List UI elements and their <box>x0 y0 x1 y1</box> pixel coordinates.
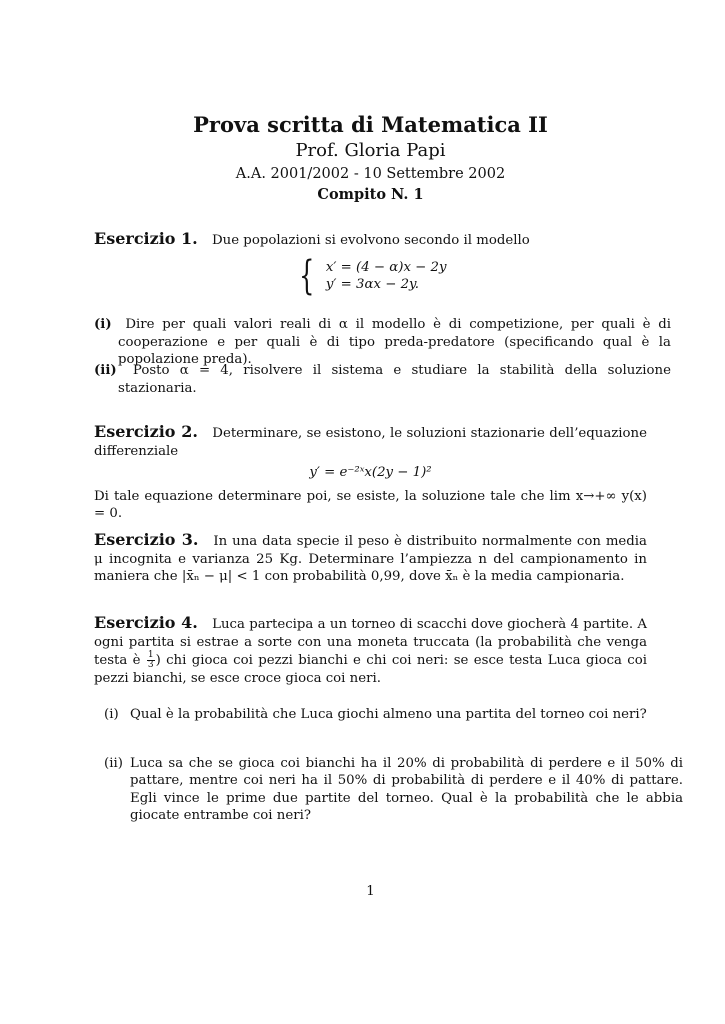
exercise-3-title: Esercizio 3. <box>94 530 199 549</box>
page-number: 1 <box>366 884 375 899</box>
part-ii-label: (ii) <box>94 363 117 378</box>
exam-title: Prova scritta di Matematica II <box>193 112 548 137</box>
exercise-1-title: Esercizio 1. <box>94 229 198 248</box>
exercise-4-text-a: Luca partecipa a un torneo di scacchi dove giocherà 4 partite. A ogni partita si estrae a sorte con una moneta truccata (la probabilità che venga testa è <box>94 617 647 668</box>
ex4-part-ii-text: Luca sa che se gioca coi bianchi ha il 20% di probabilità di perdere e il 50% di pattare, mentre coi neri ha il 50% di probabilità di perdere e il 40% di pattare. Egli vince le prime due partite del torneo. Qual è la probabilità che le abbia giocate entrambe coi neri? <box>130 755 683 823</box>
part-i-label: (i) <box>94 317 112 332</box>
exercise-2-title: Esercizio 2. <box>94 422 198 441</box>
exercise-4-part-ii <box>94 755 683 825</box>
part-ii-text: Posto α = 4, risolvere il sistema e studiare la stabilità della soluzione stazionaria. <box>118 363 671 396</box>
exercise-1-intro: Due popolazioni si evolvono secondo il modello <box>211 233 530 248</box>
academic-year-date: A.A. 2001/2002 - 10 Settembre 2002 <box>235 166 506 182</box>
compito-number: Compito N. 1 <box>317 186 424 203</box>
exercise-4-title: Esercizio 4. <box>94 613 198 632</box>
exercise-2 <box>94 423 647 523</box>
exercise-1 <box>94 229 647 299</box>
system-equation-1: x′ = (4 − α)x − 2y <box>325 259 447 275</box>
exercise-2-outro: Di tale equazione determinare poi, se esiste, la soluzione tale che lim x→+∞ y(x) = 0. <box>94 488 647 521</box>
part-i-text: Dire per quali valori reali di α il modello è di competizione, per quali è di cooperazione e per quali è di tipo preda-predatore (specificando qual è la popolazione preda). <box>118 317 672 367</box>
exercise-1-part-ii <box>94 362 671 397</box>
ex4-part-i-label: (i) <box>104 707 119 722</box>
exercise-3-text: In una data specie il peso è distribuito normalmente con media μ incognita e varianza 25 Kg. Determinare l’ampiezza n del campionamento in maniera che |x̄ₙ − μ| < 1 con probabilità 0,99, dove x̄ₙ è la media campionaria. <box>94 534 647 584</box>
ex4-part-ii-label: (ii) <box>104 755 123 771</box>
fraction-one-third: $\frac{1}{3}$ <box>147 650 154 670</box>
exercise-2-equation: y′ = e⁻²ˣx(2y − 1)² <box>309 465 432 480</box>
professor-name: Prof. Gloria Papi <box>295 140 446 161</box>
left-brace-icon: { <box>299 252 315 299</box>
exercise-4 <box>94 614 647 688</box>
exercise-1-system <box>94 252 647 299</box>
ex4-part-i-text: Qual è la probabilità che Luca giochi almeno una partita del torneo coi neri? <box>130 707 647 722</box>
exam-page <box>94 0 683 1024</box>
exercise-4-text-b: ) chi gioca coi pezzi bianchi e chi coi neri: se esce testa Luca gioca coi pezzi bianchi, se esce croce gioca coi neri. <box>94 653 648 686</box>
exercise-2-intro: Determinare, se esistono, le soluzioni stazionarie dell’equazione differenziale <box>94 426 647 459</box>
exercise-3 <box>94 531 647 586</box>
exercise-1-part-i <box>94 316 671 369</box>
exercise-4-part-i <box>94 706 683 724</box>
system-equation-2: y′ = 3αx − 2y. <box>325 276 420 292</box>
exam-header <box>94 112 647 205</box>
